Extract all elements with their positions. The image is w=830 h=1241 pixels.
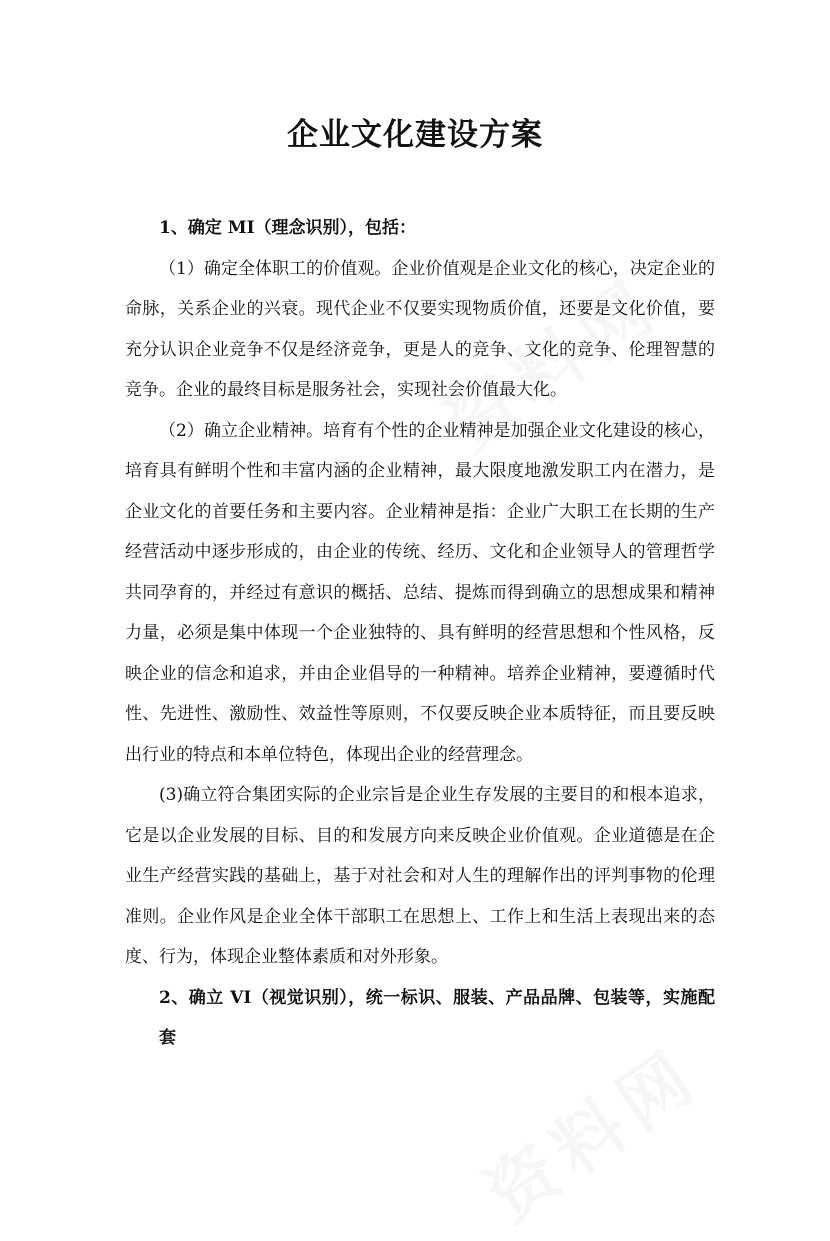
section-heading: 2、确立 VI（视觉识别），统一标识、服装、产品品牌、包装等，实施配套 — [159, 987, 715, 1048]
section-heading: 1、确定 MI（理念识别），包括： — [159, 218, 417, 238]
page-title: 企业文化建设方案 — [287, 117, 543, 153]
paragraph: （2）确立企业精神。培育有个性的企业精神是加强企业文化建设的核心，培育具有鲜明个性和丰富内涵的企业精神，最大限度地激发职工内在潜力，是企业文化的首要任务和主要内容。企业精神是指：企业广大职工在长期的生产经营活动中逐步形成的，由企业的传统、经历、文化和企业领导人的管理哲学共同孕育的，并经过有意识的概括、总结、提炼而得到确立的思想成果和精神力量，必须是集中体现一个企业独特的、具有鲜明的经营思想和个性风格，反映企业的信念和追求，并由企业倡导的一种精神。培养企业精神，要遵循时代性、先进性、激励性、效益性等原则，不仅要反映企业本质特征，而且要反映出行业的特点和本单位特色，体现出企业的经营理念。 — [125, 420, 715, 765]
paragraph: （1）确定全体职工的价值观。企业价值观是企业文化的核心，决定企业的命脉，关系企业的兴衰。现代企业不仅要实现物质价值，还要是文化价值，要充分认识企业竞争不仅是经济竞争，更是人的竞争、文化的竞争、伦理智慧的竞争。企业的最终目标是服务社会，实现社会价值最大化。 — [125, 258, 715, 400]
paragraph: (3)确立符合集团实际的企业宗旨是企业生存发展的主要目的和根本追求，它是以企业发展的目标、目的和发展方向来反映企业价值观。企业道德是在企业生产经营实践的基础上，基于对社会和对人生的理解作出的评判事物的伦理准则。企业作风是企业全体干部职工在思想上、工作上和生活上表现出来的态度、行为，体现企业整体素质和对外形象。 — [125, 785, 715, 967]
document-body — [125, 208, 715, 1059]
